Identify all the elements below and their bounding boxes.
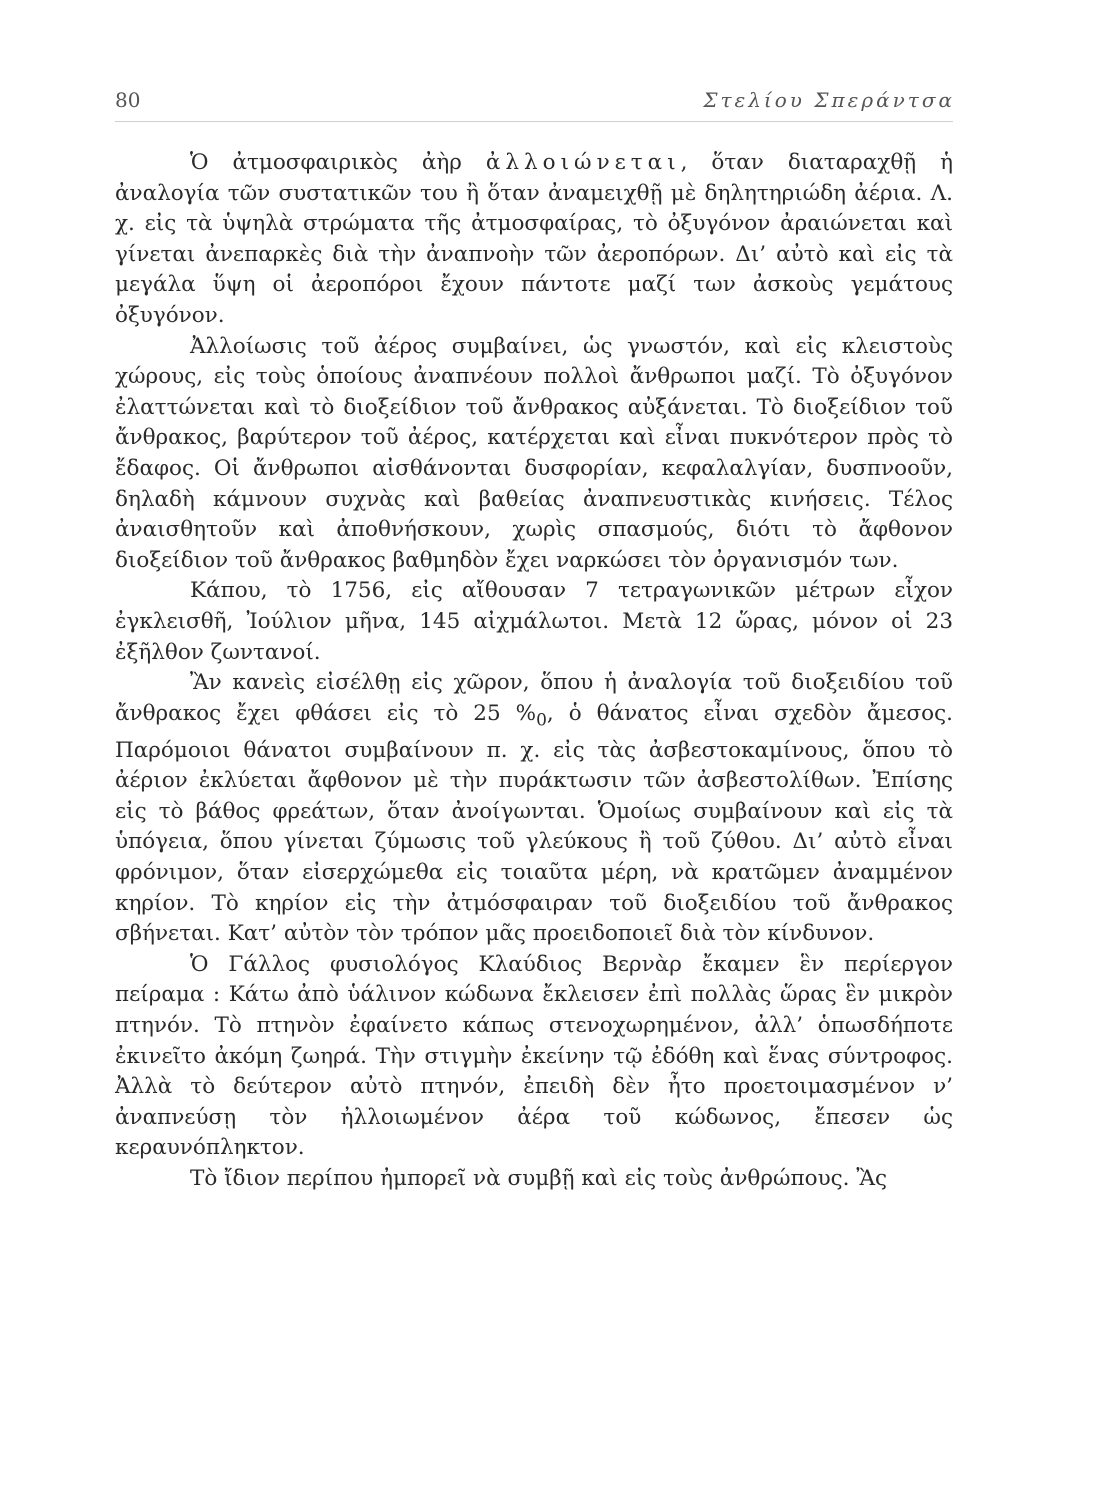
paragraph-text: Ὁ ἀτμοσφαιρικὸς ἀὴρ bbox=[190, 150, 486, 175]
paragraph-text: , ὁ θάνατος εἶναι σχεδὸν ἄμεσος. Παρόμοιοι θάνατοι συμβαίνουν π. χ. εἰς τὰς ἀσβεστοκαμίνους, ὅπου τὸ ἀέριον ἐκλύεται ἄφθονον μὲ τὴν πυράκτωσιν τῶν ἀσβεστολίθων. Ἐπίσης εἰς τὸ βάθος φρεάτων, ὅταν ἀνοίγωνται. Ὁμοίως συμβαίνουν καὶ εἰς τὰ ὑπόγεια, ὅπου γίνεται ζύμωσις τοῦ γλεύκους ἢ τοῦ ζύθου. Δι’ αὐτὸ εἶναι φρόνιμον, ὅταν εἰσερχώμεθα εἰς τοιαῦτα μέρη, νὰ κρατῶμεν ἀναμμένον κηρίον. Τὸ κηρίον εἰς τὴν ἀτμόσφαιραν τοῦ διοξειδίου τοῦ ἄνθρακος σβήνεται. Κατ’ αὐτὸν τὸν τρόπον μᾶς προειδοποιεῖ διὰ τὸν κίνδυνον. bbox=[115, 700, 953, 947]
paragraph bbox=[115, 148, 953, 332]
spaced-emphasis: ἀλλοιώνεται bbox=[485, 150, 681, 175]
paragraph-text: Ἂν κανεὶς εἰσέλθῃ εἰς χῶρον, ὅπου ἡ ἀναλογία τοῦ διοξειδίου τοῦ ἄνθρακος ἔχει φθάσει εἰς τὸ 25 % bbox=[115, 670, 953, 726]
paragraph-text: , ὅταν διαταραχθῇ ἡ ἀναλογία τῶν συστατικῶν του ἢ ὅταν ἀναμειχθῇ μὲ δηλητηριώδη ἀέρια. Λ. χ. εἰς τὰ ὑψηλὰ στρώματα τῆς ἀτμοσφαίρας, τὸ ὀξυγόνον ἀραιώνεται καὶ γίνεται ἀνεπαρκὲς διὰ τὴν ἀναπνοὴν τῶν ἀεροπόρων. Δι’ αὐτὸ καὶ εἰς τὰ μεγάλα ὕψη οἱ ἀεροπόροι ἔχουν πάντοτε μαζί των ἀσκοὺς γεμάτους ὀξυγόνον. bbox=[115, 150, 953, 328]
header-rule bbox=[115, 121, 953, 122]
page-number: 80 bbox=[115, 88, 141, 112]
paragraph: Ὁ Γάλλος φυσιολόγος Κλαύδιος Βερνὰρ ἔκαμεν ἓν περίεργον πείραμα : Κάτω ἀπὸ ὑάλινον κώδωνα ἔκλεισεν ἐπὶ πολλὰς ὥρας ἓν μικρὸν πτηνόν. Τὸ πτηνὸν ἐφαίνετο κάπως στενοχωρημένον, ἀλλ’ ὁπωσδήποτε ἐκινεῖτο ἀκόμη ζωηρά. Τὴν στιγμὴν ἐκείνην τῷ ἐδόθη καὶ ἕνας σύντροφος. Ἀλλὰ τὸ δεύτερον αὐτὸ πτηνόν, ἐπειδὴ δὲν ἦτο προετοιμασμένον ν’ ἀναπνεύσῃ τὸν ἠλλοιωμένον ἀέρα τοῦ κώδωνος, ἔπεσεν ὡς κεραυνόπληκτον. bbox=[115, 951, 953, 1161]
running-head bbox=[115, 88, 955, 118]
paragraph: Κάπου, τὸ 1756, εἰς αἴθουσαν 7 τετραγωνικῶν μέτρων εἶχον ἐγκλεισθῆ, Ἰούλιον μῆνα, 145 αἰχμάλωτοι. Μετὰ 12 ὥρας, μόνον οἱ 23 ἐξῆλθον ζωντανοί. bbox=[115, 578, 953, 665]
running-title: Στελίου Σπεράντσα bbox=[703, 88, 955, 112]
body-text bbox=[115, 148, 953, 1194]
paragraph: Ἀλλοίωσις τοῦ ἀέρος συμβαίνει, ὡς γνωστόν, καὶ εἰς κλειστοὺς χώρους, εἰς τοὺς ὁποίους ἀναπνέουν πολλοὶ ἄνθρωποι μαζί. Τὸ ὀξυγόνον ἐλαττώνεται καὶ τὸ διοξείδιον τοῦ ἄνθρακος αὐξάνεται. Τὸ διοξείδιον τοῦ ἄνθρακος, βαρύτερον τοῦ ἀέρος, κατέρχεται καὶ εἶναι πυκνότερον πρὸς τὸ ἔδαφος. Οἱ ἄνθρωποι αἰσθάνονται δυσφορίαν, κεφαλαλγίαν, δυσπνοοῦν, δηλαδὴ κάμνουν συχνὰς καὶ βαθείας ἀναπνευστικὰς κινήσεις. Τέλος ἀναισθητοῦν καὶ ἀποθνήσκουν, χωρὶς σπασμούς, διότι τὸ ἄφθονον διοξείδιον τοῦ ἄνθρακος βαθμηδὸν ἔχει ναρκώσει τὸν ὀργανισμόν των. bbox=[115, 333, 953, 573]
paragraph bbox=[115, 668, 953, 950]
paragraph: Τὸ ἴδιον περίπου ἠμπορεῖ νὰ συμβῇ καὶ εἰς τοὺς ἀνθρώπους. Ἂς bbox=[190, 1165, 888, 1191]
percent-subscript: 0 bbox=[536, 709, 547, 730]
